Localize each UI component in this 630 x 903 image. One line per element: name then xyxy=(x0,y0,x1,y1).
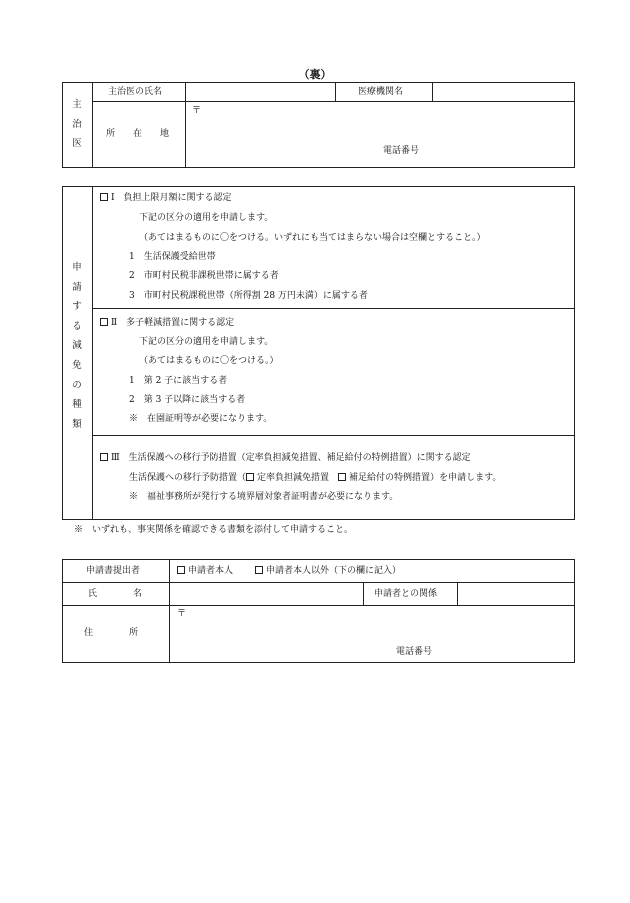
doctor-address-label: 所 在 地 xyxy=(106,129,170,139)
submitter-options: 申請者本人 申請者本人以外（下の欄に記入） xyxy=(177,566,401,577)
option-self-checkbox[interactable] xyxy=(177,566,185,574)
part1-heading: Ⅰ 負担上限月額に関する認定 xyxy=(100,193,232,204)
option-other-checkbox[interactable] xyxy=(255,566,263,574)
reduction-section-label: 申 請 す る 減 免 の 種 類 xyxy=(72,262,82,430)
page-title: （裏） xyxy=(298,68,332,81)
relation-field[interactable] xyxy=(460,585,572,602)
part2-line1: 下記の区分の適用を申請します。 xyxy=(139,337,274,347)
submitter-postal-mark: 〒 xyxy=(177,609,187,619)
submitter-name-field[interactable] xyxy=(172,585,360,602)
doctor-phone-label: 電話番号 xyxy=(383,146,420,156)
footnote: ※ いずれも、事実関係を確認できる書類を添付して申請すること。 xyxy=(74,525,354,535)
part1-checkbox[interactable] xyxy=(100,193,108,201)
part2-checkbox[interactable] xyxy=(100,318,108,326)
part1-item-1[interactable]: 1 生活保護受給世帯 xyxy=(129,252,216,262)
part1-item-3[interactable]: 3 市町村民税課税世帯（所得割 28 万円未満）に属する者 xyxy=(129,291,368,301)
part2-line2: （あてはまるものに〇をつける。） xyxy=(139,356,279,366)
part1-line2: （あてはまるものに〇をつける。いずれにも当てはまらない場合は空欄とすること。） xyxy=(139,233,486,243)
part2-heading: Ⅱ 多子軽減措置に関する認定 xyxy=(100,318,234,329)
doctor-name-label: 主治医の氏名 xyxy=(108,87,163,97)
submitter-name-label: 氏 名 xyxy=(88,589,143,599)
doctor-postal-mark: 〒 xyxy=(192,106,202,116)
part3-option1-checkbox[interactable] xyxy=(246,473,254,481)
part1-line1: 下記の区分の適用を申請します。 xyxy=(139,213,274,223)
doctor-name-field[interactable] xyxy=(188,84,333,99)
part2-note: ※ 在園証明等が必要になります。 xyxy=(129,414,273,424)
institution-label: 医療機関名 xyxy=(358,87,404,97)
part3-checkbox[interactable] xyxy=(100,453,108,461)
submitter-label: 申請書提出者 xyxy=(86,566,141,576)
part1-item-2[interactable]: 2 市町村民税非課税世帯に属する者 xyxy=(129,271,279,281)
part3-option2-checkbox[interactable] xyxy=(338,473,346,481)
part2-item-1[interactable]: 1 第 2 子に該当する者 xyxy=(129,376,228,386)
part3-note: ※ 福祉事務所が発行する境界層対象者証明書が必要になります。 xyxy=(129,492,399,502)
part2-item-2[interactable]: 2 第 3 子以降に該当する者 xyxy=(129,395,246,405)
submitter-address-label: 住 所 xyxy=(84,628,139,638)
relation-label: 申請者との関係 xyxy=(374,589,438,599)
part3-line1: 生活保護への移行予防措置（ 定率負担減免措置 補足給付の特例措置）を申請します。 xyxy=(129,473,502,483)
doctor-section-label: 主 治 医 xyxy=(72,99,82,150)
institution-field[interactable] xyxy=(435,84,573,99)
submitter-phone-label: 電話番号 xyxy=(396,647,433,657)
part3-heading: Ⅲ 生活保護への移行予防措置（定率負担減免措置、補足給付の特例措置）に関する認定 xyxy=(100,453,471,464)
